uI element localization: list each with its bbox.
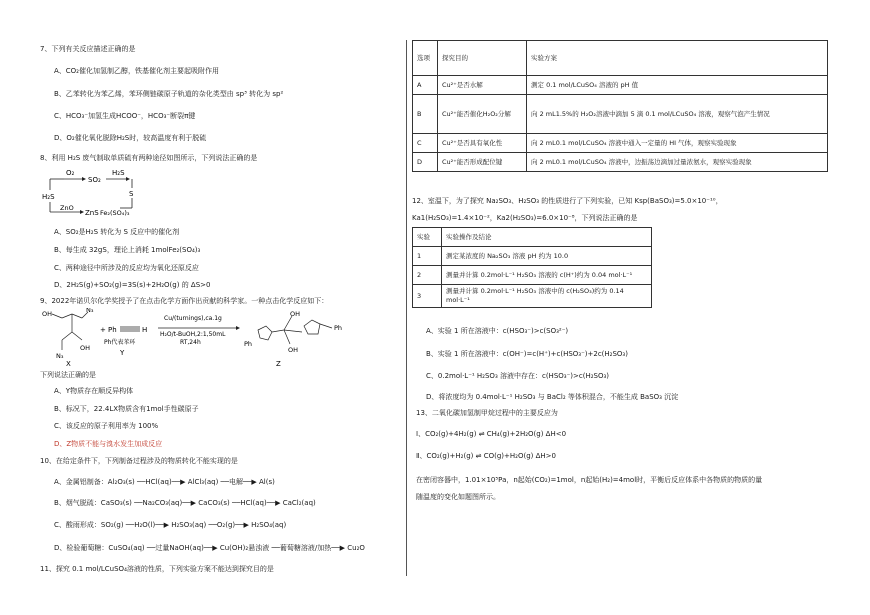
table-cell: 向 2 mL1.5%的 H₂O₂溶液中滴加 5 滴 0.1 mol/LCuSO₄ 溶液，观察气泡产生情况 — [527, 95, 828, 134]
q10-option-b: B、烟气脱硫：CaSO₃(s) ──Na₂CO₃(aq)──▶ CaCO₃(s) ──HCl(aq)──▶ CaCl₂(aq) — [54, 499, 316, 507]
q11-table — [412, 40, 828, 172]
q7-option-a: A、CO₂催化加氢制乙醇，铁基催化剂主要起吸附作用 — [54, 67, 219, 75]
table-header-cell: 实验 — [413, 228, 442, 247]
table-cell: 向 2 mL0.1 mol/LCuSO₄ 溶液中通入一定量的 HI 气体，观察实验现象 — [527, 134, 828, 153]
table-row — [413, 41, 828, 76]
table-row — [413, 247, 652, 266]
q13-reaction-2: Ⅱ、CO₂(g)+H₂(g) ⇌ CO(g)+H₂O(g) ΔH>0 — [416, 452, 556, 460]
q7-option-c: C、HCO₃⁻加氢生成HCOO⁻，HCO₃⁻断裂π键 — [54, 112, 196, 120]
svg-text:H: H — [142, 326, 148, 334]
q8-option-a: A、SO₂是H₂S 转化为 S 反应中的催化剂 — [54, 228, 180, 236]
q12-stem-2: Ka1(H₂SO₃)=1.4×10⁻²，Ka2(H₂SO₃)=6.0×10⁻⁸，下列说法正确的是 — [412, 214, 638, 222]
table-cell: 1 — [413, 247, 442, 266]
diagram-zns: ZnS — [85, 209, 99, 217]
q12-option-c: C、0.2mol·L⁻¹ H₂SO₃ 溶液中存在：c(HSO₃⁻)>c(H₂SO₃) — [426, 372, 610, 380]
q10-stem: 10、在给定条件下，下列制备过程涉及的物质转化不能实现的是 — [40, 457, 238, 465]
label-x: X — [66, 360, 71, 368]
q12-option-a: A、实验 1 所在溶液中：c(HSO₃⁻)>c(SO₃²⁻) — [426, 327, 569, 335]
q9-stem: 9、2022年诺贝尔化学奖授予了在点击化学方面作出贡献的科学家。一种点击化学反应如下： — [40, 297, 329, 305]
table-header-cell: 探究目的 — [438, 41, 527, 76]
label-z: Z — [276, 360, 281, 368]
reagent-mid: H₂O/t-BuOH,2:1,50mL — [160, 331, 226, 338]
ph-note: Ph代表苯环 — [104, 339, 136, 346]
column-divider — [406, 40, 407, 576]
diagram-o2: O₂ — [66, 169, 75, 177]
table-cell: 测定某浓度的 Na₂SO₃ 溶液 pH 约为 10.0 — [442, 247, 652, 266]
q13-stem: 13、二氧化碳加氢制甲烷过程中的主要反应为 — [416, 409, 558, 417]
table-cell: Cu²⁺是否水解 — [438, 76, 527, 95]
x-n3-top: N₃ — [86, 308, 94, 314]
q9-after: 下列说法正确的是 — [40, 371, 96, 379]
table-row — [413, 76, 828, 95]
z-oh-bottom: OH — [288, 346, 299, 354]
table-cell: Cu²⁺能否形成配位键 — [438, 153, 527, 172]
table-cell: D — [413, 153, 438, 172]
table-header-cell: 实验方案 — [527, 41, 828, 76]
table-row — [413, 228, 652, 247]
q12-option-d: D、将浓度均为 0.4mol·L⁻¹ H₂SO₃ 与 BaCl₂ 等体积混合，不能生成 BaSO₃ 沉淀 — [426, 393, 679, 401]
svg-text:+: + — [100, 326, 106, 334]
table-header-cell: 选项 — [413, 41, 438, 76]
q7-option-d: D、O₂催化氧化脱除H₂S时，较高温度有利于脱硫 — [54, 134, 207, 142]
table-row — [413, 266, 652, 285]
q13-text-2: 随温度的变化如题图所示。 — [416, 493, 500, 501]
reagent-top: Cu/(turnings),ca.1g — [164, 315, 222, 322]
q10-option-d: D、检验葡萄糖：CuSO₄(aq) ──过量NaOH(aq)──▶ Cu(OH)₂悬浊液 ──葡萄糖溶液/加热──▶ Cu₂O — [54, 544, 365, 552]
diagram-h2s-left: H₂S — [42, 193, 55, 201]
q9-option-d: D、Z物质不能与溴水发生加成反应 — [54, 440, 163, 448]
x-n3-bottom: N₃ — [56, 352, 64, 360]
table-cell: A — [413, 76, 438, 95]
table-cell: 向 2 mL0.1 mol/LCuSO₄ 溶液中，边振荡边滴加过量浓氨水，观察实验现象 — [527, 153, 828, 172]
q10-option-a: A、金属铝制备：Al₂O₃(s) ──HCl(aq)──▶ AlCl₃(aq) ──电解──▶ Al(s) — [54, 478, 275, 486]
x-oh-bottom: OH — [80, 344, 91, 352]
table-cell: 测量并计算 0.2mol·L⁻¹ H₂SO₃ 溶液中的 c(H₂SO₃)约为 0.14 mol·L⁻¹ — [442, 285, 652, 308]
table-cell: 2 — [413, 266, 442, 285]
q13-text-1: 在密闭容器中，1.01×10⁵Pa，n起始(CO₂)=1mol，n起始(H₂)=4mol时，平衡后反应体系中各物质的物质的量 — [416, 476, 763, 484]
q8-option-c: C、两种途径中所涉及的反应均为氧化还原反应 — [54, 264, 199, 272]
table-cell: Cu²⁺能否催化H₂O₂分解 — [438, 95, 527, 134]
y-ph: Ph — [108, 326, 117, 334]
q12-option-b: B、实验 1 所在溶液中：c(OH⁻)=c(H⁺)+c(HSO₃⁻)+2c(H₂SO₃) — [426, 350, 628, 358]
table-header-cell: 实验操作及结论 — [442, 228, 652, 247]
z-ph-left: Ph — [244, 340, 253, 348]
q12-table — [412, 227, 652, 308]
table-row — [413, 95, 828, 134]
table-cell: C — [413, 134, 438, 153]
q9-option-a: A、Y物质存在顺反异构体 — [54, 387, 134, 395]
table-cell: B — [413, 95, 438, 134]
q7-stem: 7、下列有关反应描述正确的是 — [40, 45, 136, 53]
label-y: Y — [120, 349, 125, 357]
diagram-h2s-top: H₂S — [112, 169, 125, 177]
table-cell: Cu²⁺是否具有氧化性 — [438, 134, 527, 153]
q9-option-c: C、该反应的原子利用率为 100% — [54, 422, 159, 430]
q9-click-reaction-scheme — [40, 308, 380, 368]
table-cell: 3 — [413, 285, 442, 308]
q12-stem-1: 12、室温下，为了探究 Na₂SO₃、H₂SO₃ 的性质进行了下列实验，已知 Ksp(BaSO₃)=5.0×10⁻¹⁰， — [412, 197, 723, 205]
reagent-bot: RT,24h — [180, 339, 201, 346]
q8-stem: 8、利用 H₂S 废气制取单质硫有两种途径如图所示，下列说法正确的是 — [40, 154, 258, 162]
q7-option-b: B、乙苯转化为苯乙烯，苯环侧链碳原子轨道的杂化类型由 sp³ 转化为 sp² — [54, 90, 284, 98]
table-row — [413, 134, 828, 153]
diagram-s: S — [129, 190, 134, 198]
q8-sulfur-pathway-diagram — [40, 166, 160, 220]
table-cell: 测量并计算 0.2mol·L⁻¹ H₂SO₃ 溶液的 c(H⁺)约为 0.04 mol·L⁻¹ — [442, 266, 652, 285]
q8-option-b: B、每生成 32gS，理论上消耗 1molFe₂(SO₄)₃ — [54, 246, 201, 254]
q10-option-c: C、酸雨形成：SO₂(g) ──H₂O(l)──▶ H₂SO₃(aq) ──O₂(g)──▶ H₂SO₄(aq) — [54, 521, 287, 529]
diagram-fe2so43: Fe₂(SO₄)₃ — [100, 209, 130, 217]
q9-option-b: B、标况下，22.4LX物质含有1mol手性碳原子 — [54, 405, 199, 413]
z-oh-top: OH — [290, 310, 301, 318]
table-cell: 测定 0.1 mol/LCuSO₄ 溶液的 pH 值 — [527, 76, 828, 95]
diagram-so2: SO₂ — [88, 176, 101, 184]
q11-stem: 11、探究 0.1 mol/LCuSO₄溶液的性质，下列实验方案不能达到探究目的是 — [40, 565, 274, 573]
q8-option-d: D、2H₂S(g)+SO₂(g)=3S(s)+2H₂O(g) 的 ΔS>0 — [54, 281, 211, 289]
table-row — [413, 285, 652, 308]
z-ph-right: Ph — [334, 324, 343, 332]
q13-reaction-1: Ⅰ、CO₂(g)+4H₂(g) ⇌ CH₄(g)+2H₂O(g) ΔH<0 — [416, 430, 567, 438]
diagram-zno: ZnO — [60, 204, 74, 212]
x-oh-top: OH — [42, 310, 53, 318]
table-row — [413, 153, 828, 172]
